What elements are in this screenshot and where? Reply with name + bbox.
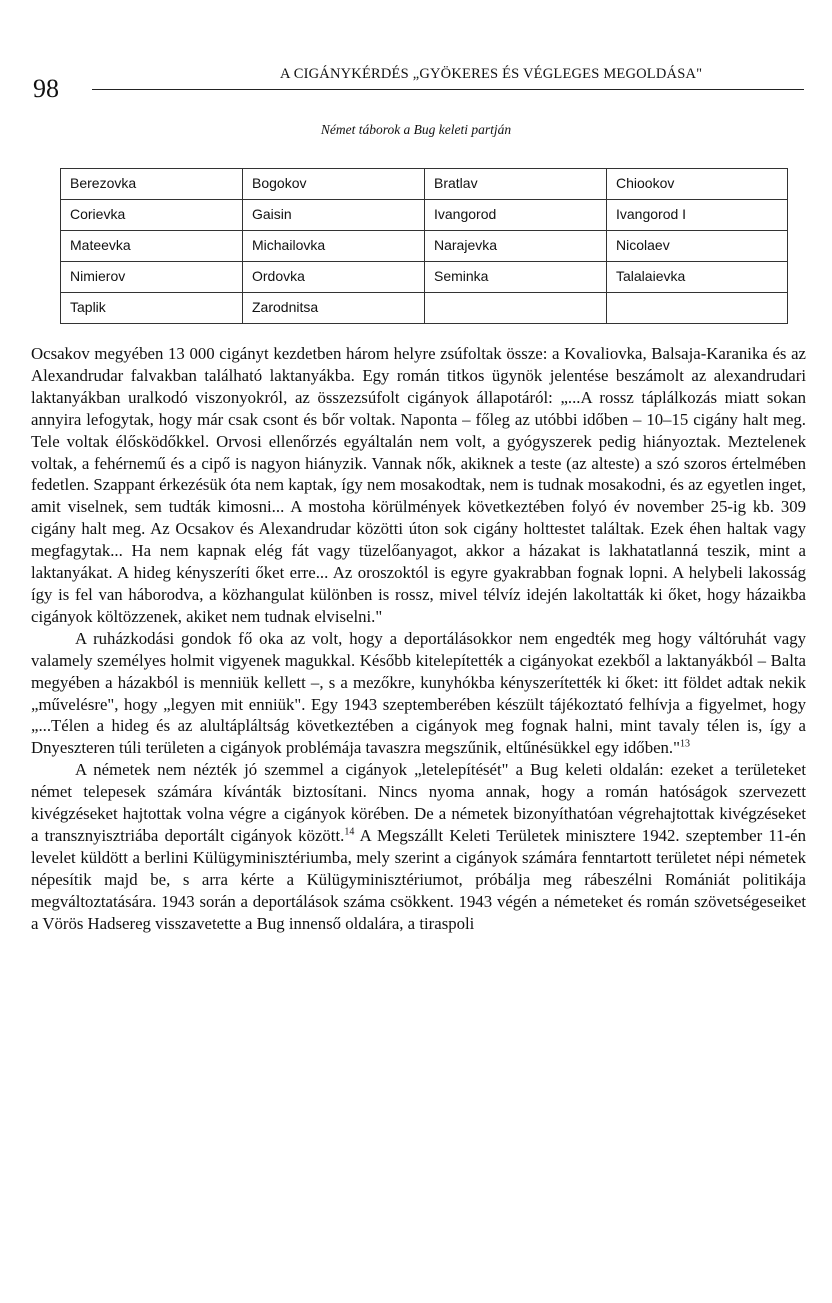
table-row bbox=[60, 168, 788, 200]
paragraph-text: Ocsakov megyében 13 000 cigányt kezdetben három helyre zsúfoltak össze: a Kovaliovka, Balsaja-Karanika és az Alexandrudar falvakban található laktanyákba. Egy román titkos ügynök jelentése beszámolt az alexandrudari laktanyákban uralkodó viszonyokról, az összezsúfolt cigányok állapotáról: „...A rossz táplálkozás miatt sokan annyira lefogytak, hogy már csak csont és bőr voltak. Naponta – főleg az utóbbi időben – 10–15 cigány halt meg. Tele voltak élősködőkkel. Orvosi ellenőrzés egyáltalán nem volt, a gyógyszerek pedig hiányoztak. Meztelenek voltak, a fehérnemű és a cipő is nagyon hiányzik. Vannak nők, akiknek a teste (az alteste) a szó szoros értelmében fedetlen. Szappant érkezésük óta nem kaptak, így nem mosakodtak, nem is tudnak mosakodni, és az egyetlen inget, amit viselnek, sem tudták kimosni... A mostoha körülmények következtében folyó év november 25-ig kb. 309 cigány halt meg. Az Ocsakov és Alexandrudar közötti úton sok cigány holttestet találtak. Ezek éhen haltak vagy megfagytak... Ha nem kapnak elég fát vagy tüzelőanyagot, akkor a házakat is lakhatatlanná teszik, mint a laktanyákat. A hideg kényszeríti őket erre... Az oroszoktól is egyre gyakrabban fognak lopni. A helybeli lakosság így is fel van háborodva, a közhangulat különben is rossz, mivel télvíz idején lakoltatták ki őket, hogy házaikba cigányok költözzenek, akiket nem tudnak elviselni." bbox=[31, 344, 806, 626]
paragraph bbox=[31, 759, 806, 934]
page-number: 98 bbox=[33, 74, 59, 103]
table-cell: Nicolaev bbox=[606, 231, 788, 261]
camp-table bbox=[60, 168, 788, 324]
table-row bbox=[60, 293, 788, 324]
table-cell: Corievka bbox=[60, 200, 242, 230]
footnote-marker: 14 bbox=[344, 826, 355, 838]
table-cell: Mateevka bbox=[60, 231, 242, 261]
table-cell bbox=[606, 293, 788, 323]
table-cell: Talalaievka bbox=[606, 262, 788, 292]
running-header: A CIGÁNYKÉRDÉS „GYÖKERES ÉS VÉGLEGES MEGOLDÁSA" bbox=[280, 66, 703, 82]
table-cell: Bratlav bbox=[424, 169, 606, 199]
table-cell: Chiookov bbox=[606, 169, 788, 199]
footnote-marker: 13 bbox=[679, 738, 690, 750]
paragraph-text: A ruházkodási gondok fő oka az volt, hogy a deportálásokkor nem engedték meg hogy váltóruhát vagy valamely személyes holmit vigyenek magukkal. Később kitelepítették a cigányokat ezekből a laktanyákból – Balta megyében a házakból is menniük kellett –, s a mezőkre, kunyhókba kényszerítették ki őket: itt földet adtak nekik „művelésre", hogy „legyen mit enniük". Egy 1943 szeptemberében készült tájékoztató felhívja a figyelmet, hogy „...Télen a hideg és az alultápláltság következtében a cigányok meg fognak halni, mint tavaly télen is, így a Dnyeszteren túli területen a cigányok problémája tavaszra megszűnik, eltűnésükkel egy időben." bbox=[31, 628, 806, 758]
header-rule bbox=[92, 89, 804, 90]
table-cell: Narajevka bbox=[424, 231, 606, 261]
table-cell: Bogokov bbox=[242, 169, 424, 199]
table-cell: Ivangorod I bbox=[606, 200, 788, 230]
table-cell bbox=[424, 293, 606, 323]
table-cell: Gaisin bbox=[242, 200, 424, 230]
paragraph bbox=[31, 343, 806, 628]
table-cell: Zarodnitsa bbox=[242, 293, 424, 323]
table-cell: Seminka bbox=[424, 262, 606, 292]
table-cell: Michailovka bbox=[242, 231, 424, 261]
paragraph bbox=[31, 628, 806, 759]
table-cell: Berezovka bbox=[60, 169, 242, 199]
table-cell: Nimierov bbox=[60, 262, 242, 292]
table-row bbox=[60, 262, 788, 293]
paragraph-text: A Megszállt Keleti Területek minisztere 1942. szeptember 11-én levelet küldött a berlini Külügyminisztériumba, mely szerint a cigányok számára fenntartott területet népi németek népesítik majd be, s arra kérte a Külügyminisztériumot, próbálja meg rábeszélni Romániát politikája megváltoztatására. 1943 során a deportálások száma csökkent. 1943 végén a németeket és román szövetségeseiket a Vörös Hadsereg visszavetette a Bug innenső oldalára, a tiraspoli bbox=[31, 825, 807, 933]
table-row bbox=[60, 200, 788, 231]
table-caption: Német táborok a Bug keleti partján bbox=[320, 122, 512, 137]
table-cell: Taplik bbox=[60, 293, 242, 323]
paragraph-text: A németek nem nézték jó szemmel a cigányok „letelepítését" a Bug keleti oldalán: ezeket a területeket német telepesek számára kívánták biztosítani. Nincs nyoma annak, hogy a román hatóságok szervezett kivégzéseket hajtottak volna végre a cigányok körében. De a németek bizonyíthatóan végrehajtottak kivégzéseket a transznyisztriába deportált cigányok között. bbox=[31, 760, 806, 845]
table-cell: Ivangorod bbox=[424, 200, 606, 230]
body-text bbox=[31, 343, 806, 934]
table-cell: Ordovka bbox=[242, 262, 424, 292]
table-row bbox=[60, 231, 788, 262]
